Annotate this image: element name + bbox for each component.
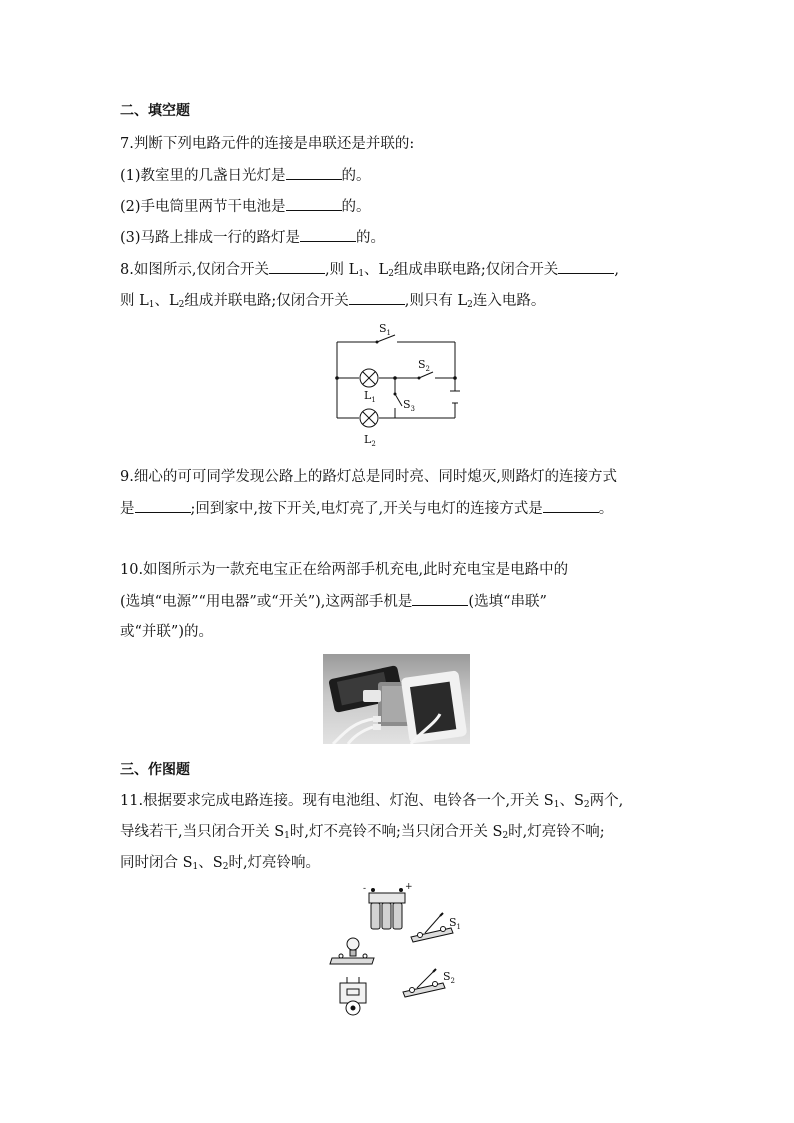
question-10-line-2: (选填“电源”“用电器”或“开关”),这两部手机是 (选填“串联” (120, 591, 547, 612)
power-bank-illustration (323, 654, 470, 744)
question-10-line-3: 或“并联”)的。 (120, 624, 213, 640)
plus-sign: + (405, 882, 413, 892)
answer-blank[interactable] (558, 259, 614, 274)
label-l1: $L_1$ (364, 389, 376, 404)
question-11-line-1: 11.根据要求完成电路连接。现有电池组、灯泡、电铃各一个,开关 $S_1$、$S_2$两个, (120, 793, 624, 810)
light-bulb (330, 938, 374, 964)
switch-s2 (403, 969, 445, 997)
power-bank-photo (323, 654, 470, 744)
question-9-line-1: 9.细心的可可同学发现公路上的路灯总是同时亮、同时熄灭,则路灯的连接方式 (120, 469, 617, 485)
electric-bell (340, 977, 366, 1015)
label-s2: $S_2$ (443, 970, 456, 985)
section-title-drawing: 三、作图题 (120, 762, 190, 778)
question-10-line-1: 10.如图所示为一款充电宝正在给两部手机充电,此时充电宝是电路中的 (120, 562, 569, 578)
answer-blank[interactable] (269, 259, 325, 274)
battery-pack (369, 889, 405, 930)
label-s2: $S_2$ (418, 358, 431, 373)
label-s1: $S_1$ (449, 916, 462, 931)
section-title-fill-in: 二、填空题 (120, 103, 190, 119)
answer-blank[interactable] (135, 498, 191, 513)
question-7-part-3: (3)马路上排成一行的路灯是 的。 (120, 227, 385, 248)
question-11-line-2: 导线若干,当只闭合开关 $S_1$时,灯不亮铃不响;当只闭合开关 $S_2$时,灯亮铃不响; (120, 824, 605, 841)
answer-blank[interactable] (300, 227, 356, 242)
answer-blank[interactable] (286, 165, 342, 180)
circuit-diagram (325, 318, 465, 453)
answer-blank[interactable] (412, 591, 468, 606)
question-7-stem: 7.判断下列电路元件的连接是串联还是并联的: (120, 136, 415, 152)
component-drawing (325, 880, 470, 1020)
label-s3: $S_3$ (403, 398, 416, 413)
label-s1: $S_1$ (379, 322, 392, 337)
switch-s1 (411, 913, 453, 942)
question-11-line-3: 同时闭合 $S_1$、$S_2$时,灯亮铃响。 (120, 855, 321, 872)
label-l2: $L_2$ (364, 433, 376, 448)
question-9-line-2: 是 ;回到家中,按下开关,电灯亮了,开关与电灯的连接方式是 。 (120, 498, 613, 519)
question-7-part-1: (1)教室里的几盏日光灯是 的。 (120, 165, 371, 186)
answer-blank[interactable] (349, 290, 405, 305)
question-8-line-1: 8.如图所示,仅闭合开关 ,则 $L_1$、$L_2$组成串联电路;仅闭合开关 , (120, 259, 619, 280)
answer-blank[interactable] (543, 498, 599, 513)
minus-sign: - (363, 884, 367, 894)
question-7-part-2: (2)手电筒里两节干电池是 的。 (120, 196, 371, 217)
question-8-line-2: 则 $L_1$、$L_2$组成并联电路;仅闭合开关 ,则只有 $L_2$连入电路。 (120, 290, 545, 311)
answer-blank[interactable] (286, 196, 342, 211)
